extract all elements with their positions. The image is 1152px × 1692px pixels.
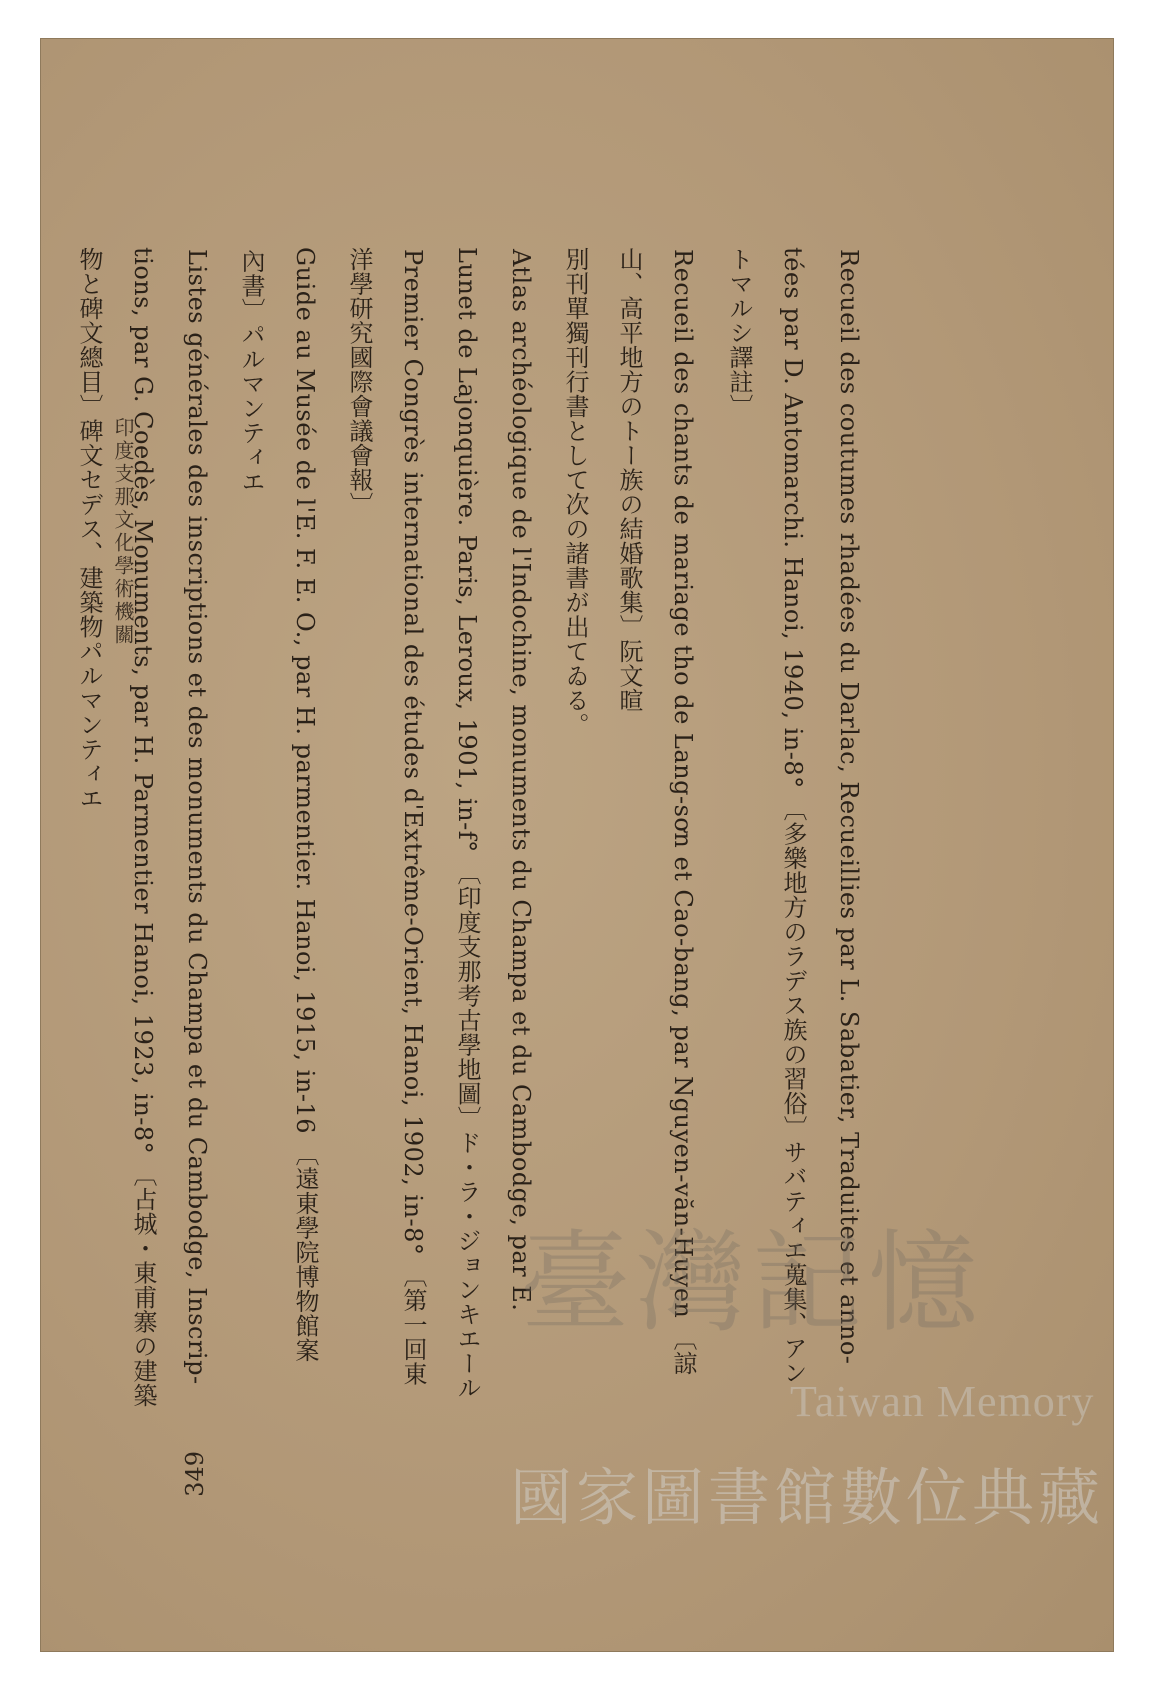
watermark-chinese: 國家圖書館數位典藏	[510, 1461, 1105, 1534]
text-line: tées par D. Antomarchi. Hanoi, 1940, in-8° 〔多樂地方のラデス族の習俗〕サバティエ蒐集、アン	[779, 247, 807, 1385]
watermark-english: Taiwan Memory	[790, 1377, 1095, 1426]
text-line: Atlas archéologique de l'Indochine, monuments du Champa et du Cambodge, par E.	[507, 249, 535, 1312]
text-line: Recueil des coutumes rhadées du Darlac, Recueillies par L. Sabatier, Traduites et anno-	[835, 249, 863, 1365]
text-line: Premier Congrès international des études d'Extrême-Orient, Hanoi, 1902, in-8° 〔第一回東	[399, 249, 427, 1387]
text-line: 山、高平地方のトー族の結婚歌集〕阮文暄	[615, 247, 643, 713]
watermark-calligraphy: 臺灣記憶	[520, 1219, 984, 1347]
text-line: Recueil des chants de mariage tho de Lang-sơn et Cao-bang, par Nguyen-văn-Huyen 〔諒	[669, 249, 697, 1376]
text-line: Lunet de Lajonquière. Paris, Leroux, 1901, in-f° 〔印度支那考古學地圖〕ド・ラ・ジョンキエール	[453, 247, 481, 1400]
text-line: 別刊單獨刊行書として次の諸書が出てゐる。	[561, 247, 589, 737]
text-line: 洋學研究國際會議會報〕	[345, 247, 373, 517]
running-footer: 印度支那文化學術機關	[111, 417, 135, 647]
text-line: Listes générales des inscriptions et des monuments du Champa et du Cambodge, Inscrip-	[183, 249, 211, 1385]
text-line: 內書〕パルマンティエ	[237, 249, 265, 494]
text-line: 物と碑文總目〕碑文セデス、建築物パルマンティエ	[75, 247, 103, 811]
text-line: tions, par G. Coedès, Monuments, par H. Parmentier Hanoi, 1923, in-8° 〔占城・東甫寨の建築	[129, 247, 157, 1408]
text-line: トマルシ譯註〕	[725, 247, 753, 419]
text-line: Guide au Musée de l'E. F. E. O., par H. parmentier. Hanoi, 1915, in-16 〔遠東學院博物館案	[291, 247, 319, 1363]
page-number: 349	[181, 1451, 209, 1497]
